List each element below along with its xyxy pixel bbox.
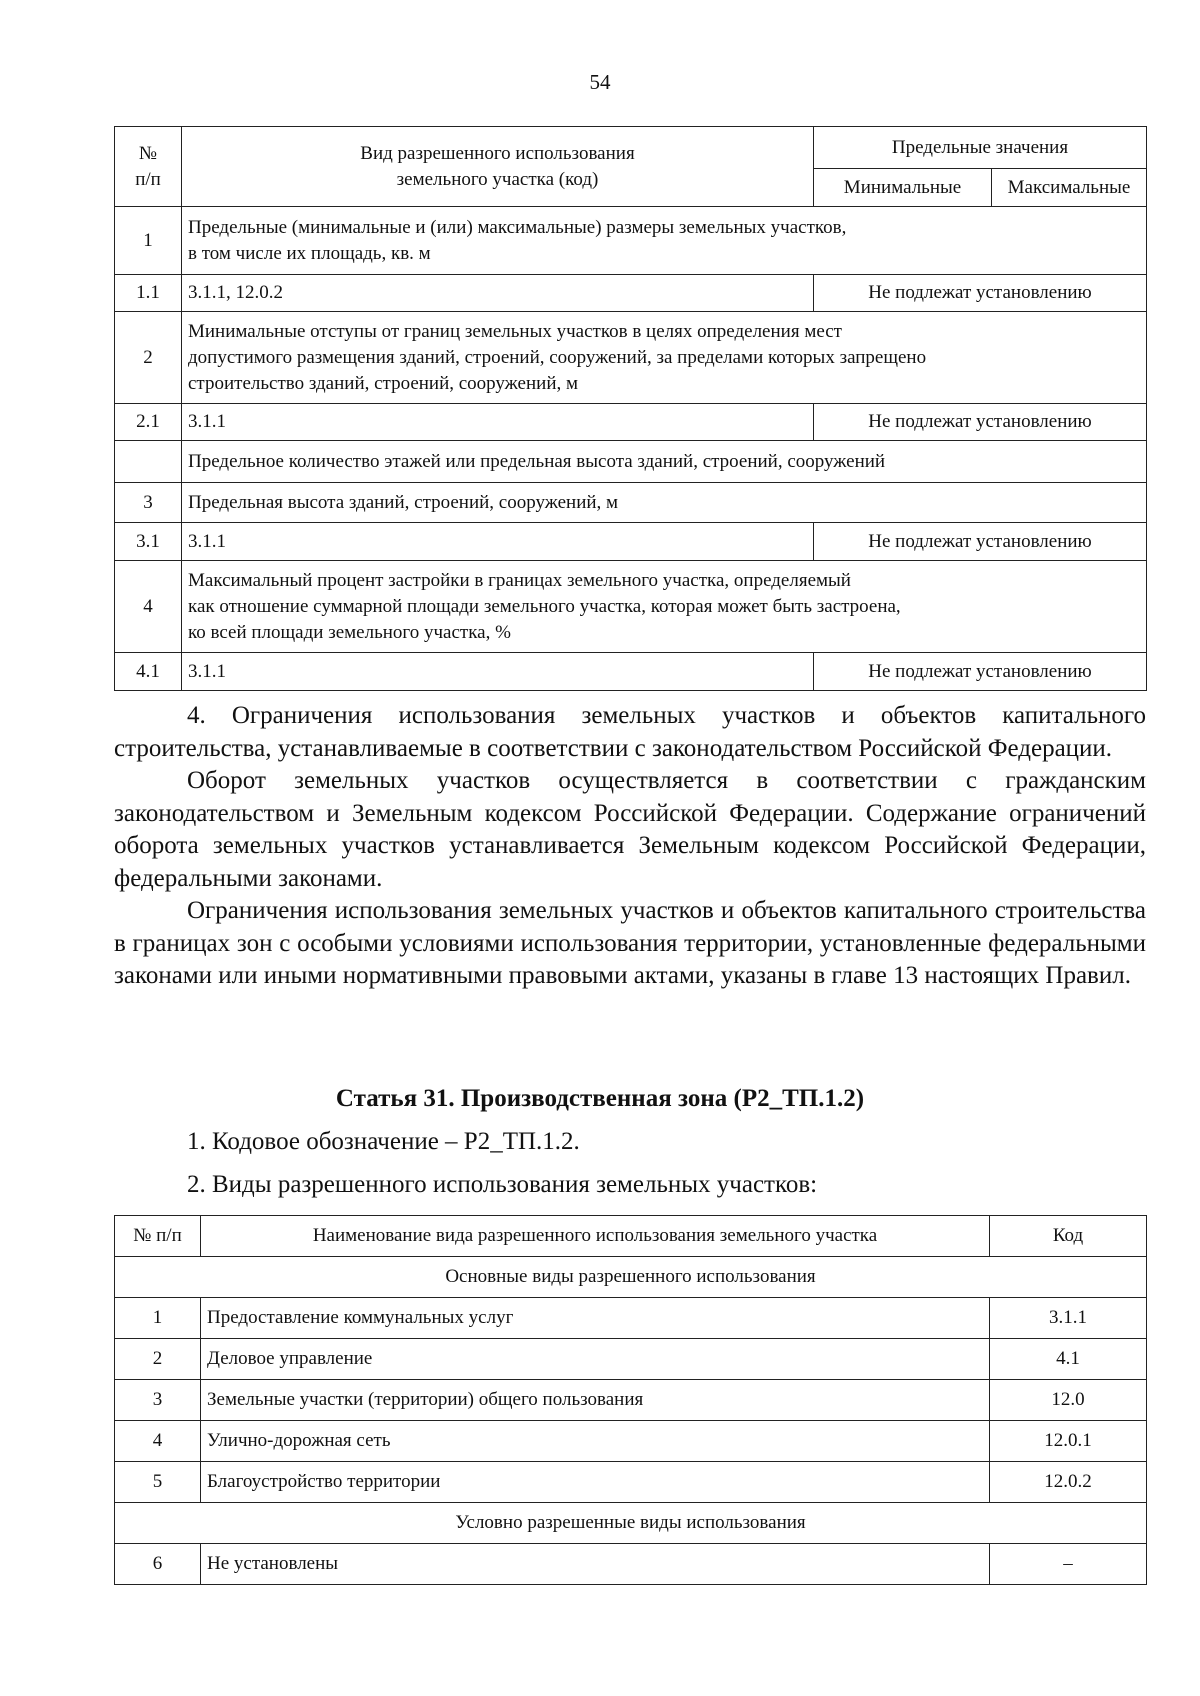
paragraph-zone-restrictions: Ограничения использования земельных участков и объектов капитального строительства в границах зон с особыми условиями использования территории, установленные федеральными законами или иными нормативными правовыми актами, указаны в главе 13 настоящих Правил. <box>114 897 1146 989</box>
article-title: Статья 31. Производственная зона (Р2_ТП.1.2) <box>335 1085 865 1112</box>
row-value: Не подлежат установлению <box>814 653 1147 691</box>
header-num: № п/п <box>115 1216 201 1257</box>
row-code: 3.1.1 <box>182 523 814 561</box>
header-min: Минимальные <box>814 169 992 207</box>
header-name: Наименование вида разрешенного использования земельного участка <box>201 1216 990 1257</box>
list-item-code: 1. Кодовое обозначение – Р2_ТП.1.2. <box>187 1128 580 1155</box>
row-num: 2 <box>115 1339 201 1380</box>
header-use-type: Вид разрешенного использования земельного участка (код) <box>182 127 814 207</box>
row-num: 2.1 <box>115 404 182 441</box>
row-text: Максимальный процент застройки в границах земельного участка, определяемый как отношение суммарной площади земельного участка, которая может быть застроена, ко всей площади земельного участка, % <box>182 561 1147 653</box>
row-num <box>115 441 182 483</box>
row-name: Предоставление коммунальных услуг <box>201 1298 990 1339</box>
paragraph-land-turnover: Оборот земельных участков осуществляется в соответствии с гражданским законодательством и Земельным кодексом Российской Федерации. Содержание ограничений оборота земельных участков устанавливается Земельным кодексом Российской Федерации, федеральными законами. <box>114 767 1146 892</box>
row-code: 12.0 <box>990 1380 1147 1421</box>
row-code: 3.1.1 <box>182 404 814 441</box>
table-row <box>115 275 1147 312</box>
row-value: Не подлежат установлению <box>814 523 1147 561</box>
row-value: Не подлежат установлению <box>814 275 1147 312</box>
table-row <box>115 312 1147 404</box>
row-num: 5 <box>115 1462 201 1503</box>
row-code: 4.1 <box>990 1339 1147 1380</box>
row-name: Улично-дорожная сеть <box>201 1421 990 1462</box>
row-num: 6 <box>115 1544 201 1585</box>
row-num: 4 <box>115 1421 201 1462</box>
row-code: 12.0.2 <box>990 1462 1147 1503</box>
table-row <box>115 1339 1147 1380</box>
row-num: 1 <box>115 207 182 275</box>
list-item-uses: 2. Виды разрешенного использования земельных участков: <box>187 1171 818 1198</box>
row-num: 3.1 <box>115 523 182 561</box>
limits-table <box>114 126 1147 691</box>
row-code: – <box>990 1544 1147 1585</box>
row-num: 1 <box>115 1298 201 1339</box>
table-row <box>115 1544 1147 1585</box>
header-limits: Предельные значения <box>814 127 1147 169</box>
table-row <box>115 1298 1147 1339</box>
row-name: Благоустройство территории <box>201 1462 990 1503</box>
table-row <box>115 561 1147 653</box>
body-text <box>114 700 1146 993</box>
header-code: Код <box>990 1216 1147 1257</box>
table-row <box>115 483 1147 523</box>
page-number: 54 <box>589 70 611 94</box>
row-text: Минимальные отступы от границ земельных участков в целях определения мест допустимого размещения зданий, строений, сооружений, за пределами которых запрещено строительство зданий, строений, сооружений, м <box>182 312 1147 404</box>
row-num: 3 <box>115 483 182 523</box>
row-num: 4.1 <box>115 653 182 691</box>
row-name: Земельные участки (территории) общего пользования <box>201 1380 990 1421</box>
row-name: Не установлены <box>201 1544 990 1585</box>
row-text: Предельная высота зданий, строений, сооружений, м <box>182 483 1147 523</box>
table-row <box>115 404 1147 441</box>
row-value: Не подлежат установлению <box>814 404 1147 441</box>
header-max: Максимальные <box>992 169 1147 207</box>
table-row <box>115 653 1147 691</box>
uses-table <box>114 1215 1147 1585</box>
row-code: 3.1.1 <box>182 653 814 691</box>
table-row <box>115 441 1147 483</box>
row-num: 3 <box>115 1380 201 1421</box>
header-num: № п/п <box>115 127 182 207</box>
row-num: 1.1 <box>115 275 182 312</box>
table-row <box>115 523 1147 561</box>
group-conditional-uses: Условно разрешенные виды использования <box>115 1503 1147 1544</box>
row-num: 4 <box>115 561 182 653</box>
row-code: 12.0.1 <box>990 1421 1147 1462</box>
row-code: 3.1.1 <box>990 1298 1147 1339</box>
row-code: 3.1.1, 12.0.2 <box>182 275 814 312</box>
row-name: Деловое управление <box>201 1339 990 1380</box>
table-row <box>115 207 1147 275</box>
table-row <box>115 1421 1147 1462</box>
table-row <box>115 1380 1147 1421</box>
row-text: Предельные (минимальные и (или) максимальные) размеры земельных участков, в том числе их площадь, кв. м <box>182 207 1147 275</box>
row-num: 2 <box>115 312 182 404</box>
group-main-uses: Основные виды разрешенного использования <box>115 1257 1147 1298</box>
table-row <box>115 1462 1147 1503</box>
paragraph-restrictions-heading: 4. Ограничения использования земельных участков и объектов капитального строительства, устанавливаемые в соответствии с законодательством Российской Федерации. <box>114 702 1146 762</box>
row-text: Предельное количество этажей или предельная высота зданий, строений, сооружений <box>182 441 1147 483</box>
